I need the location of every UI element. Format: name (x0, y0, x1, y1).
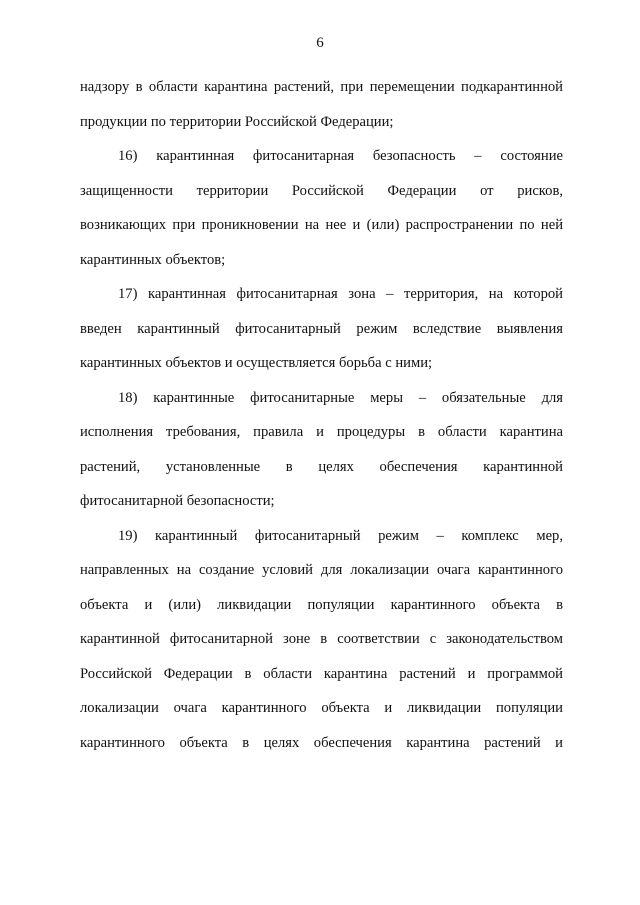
text-line: фитосанитарной безопасности; (80, 493, 275, 509)
text-line: карантинных объектов; (80, 251, 226, 268)
text-line: продукции по территории Российской Федерации; (80, 113, 394, 130)
text-line: 18) карантинные фитосанитарные меры – обязательные для (118, 389, 563, 406)
text-line: 17) карантинная фитосанитарная зона – территория, на которой (118, 286, 563, 302)
page-number: 6 (316, 35, 324, 51)
text-line: Российской Федерации в области карантина растений и программой (80, 665, 563, 682)
text-line: карантинных объектов и осуществляется борьба с ними; (80, 355, 433, 371)
definition-item-17 (80, 277, 563, 381)
text-line: 19) карантинный фитосанитарный режим – комплекс мер, (118, 527, 563, 544)
text-line: объекта и (или) ликвидации популяции карантинного объекта в (80, 596, 563, 613)
text-line: карантинного объекта в целях обеспечения карантина растений и (80, 734, 563, 751)
text-line: исполнения требования, правила и процедуры в области карантина (80, 424, 563, 440)
text-line: надзору в области карантина растений, при перемещении подкарантинной (80, 79, 563, 95)
text-line: направленных на создание условий для локализации очага карантинного (80, 562, 563, 578)
text-line: возникающих при проникновении на нее и (или) распространении по ней (80, 217, 563, 233)
definition-item-16 (80, 139, 563, 277)
paragraph-continuation (80, 70, 563, 139)
document-body (80, 70, 563, 760)
text-line: карантинной фитосанитарной зоне в соответствии с законодательством (80, 631, 563, 647)
text-line: 16) карантинная фитосанитарная безопасность – состояние (118, 148, 563, 164)
text-line: растений, установленные в целях обеспечения карантинной (80, 458, 563, 475)
text-line: локализации очага карантинного объекта и ликвидации популяции (80, 700, 563, 716)
text-line: защищенности территории Российской Федерации от рисков, (80, 182, 563, 199)
definition-item-18 (80, 381, 563, 519)
text-line: введен карантинный фитосанитарный режим вследствие выявления (80, 320, 563, 337)
definition-item-19 (80, 519, 563, 761)
